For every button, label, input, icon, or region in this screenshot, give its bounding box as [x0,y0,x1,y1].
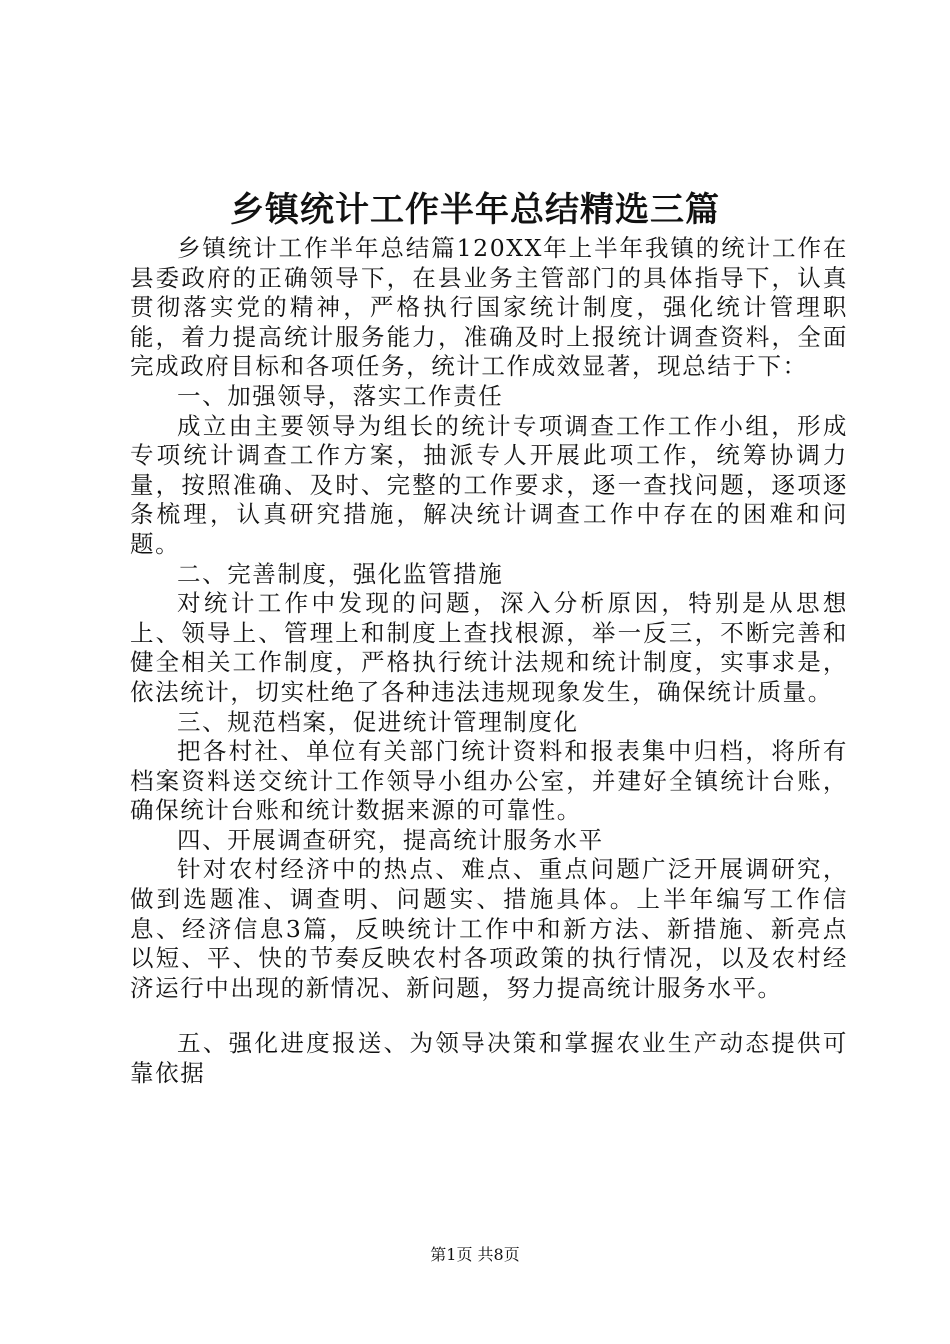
page-number-footer: 第1页 共8页 [430,1245,520,1264]
section-heading-3: 三、规范档案，促进统计管理制度化 [177,707,579,736]
intro-paragraph: 乡镇统计工作半年总结篇120XX年上半年我镇的统计工作在县委政府的正确领导下，在县业务主管部门的具体指导下，认真贯彻落实党的精神，严格执行国家统计制度，强化统计管理职能，着力提高统计服务能力，准确及时上报统计调查资料，全面完成政府目标和各项任务，统计工作成效显著，现总结于下： [130,234,848,381]
section-body-4: 针对农村经济中的热点、难点、重点问题广泛开展调研究，做到选题准、调查明、问题实、措施具体。上半年编写工作信息、经济信息3篇，反映统计工作中和新方法、新措施、新亮点以短、平、快的节奏反映农村各项政策的执行情况，以及农村经济运行中出现的新情况、新问题，努力提高统计服务水平。 [130,855,848,1002]
section-heading-2: 二、完善制度，强化监管措施 [177,559,504,588]
section-body-1: 成立由主要领导为组长的统计专项调查工作工作小组，形成专项统计调查工作方案，抽派专人开展此项工作，统筹协调力量，按照准确、及时、完整的工作要求，逐一查找问题，逐项逐条梳理，认真研究措施，解决统计调查工作中存在的困难和问题。 [130,411,848,558]
section-heading-4: 四、开展调查研究，提高统计服务水平 [177,825,604,854]
section-heading-1: 一、加强领导，落实工作责任 [177,381,504,410]
paragraph-gap [130,1003,848,1029]
document-body [130,234,848,1089]
section-body-3: 把各村社、单位有关部门统计资料和报表集中归档，将所有档案资料送交统计工作领导小组办公室，并建好全镇统计台账，确保统计台账和统计数据来源的可靠性。 [130,737,848,825]
section-heading-5: 五、强化进度报送、为领导决策和掌握农业生产动态提供可靠依据 [130,1029,848,1088]
document-title: 乡镇统计工作半年总结精选三篇 [230,190,720,230]
section-body-2: 对统计工作中发现的问题，深入分析原因，特别是从思想上、领导上、管理上和制度上查找根源，举一反三，不断完善和健全相关工作制度，严格执行统计法规和统计制度，实事求是，依法统计，切实杜绝了各种违法违规现象发生，确保统计质量。 [130,589,848,706]
